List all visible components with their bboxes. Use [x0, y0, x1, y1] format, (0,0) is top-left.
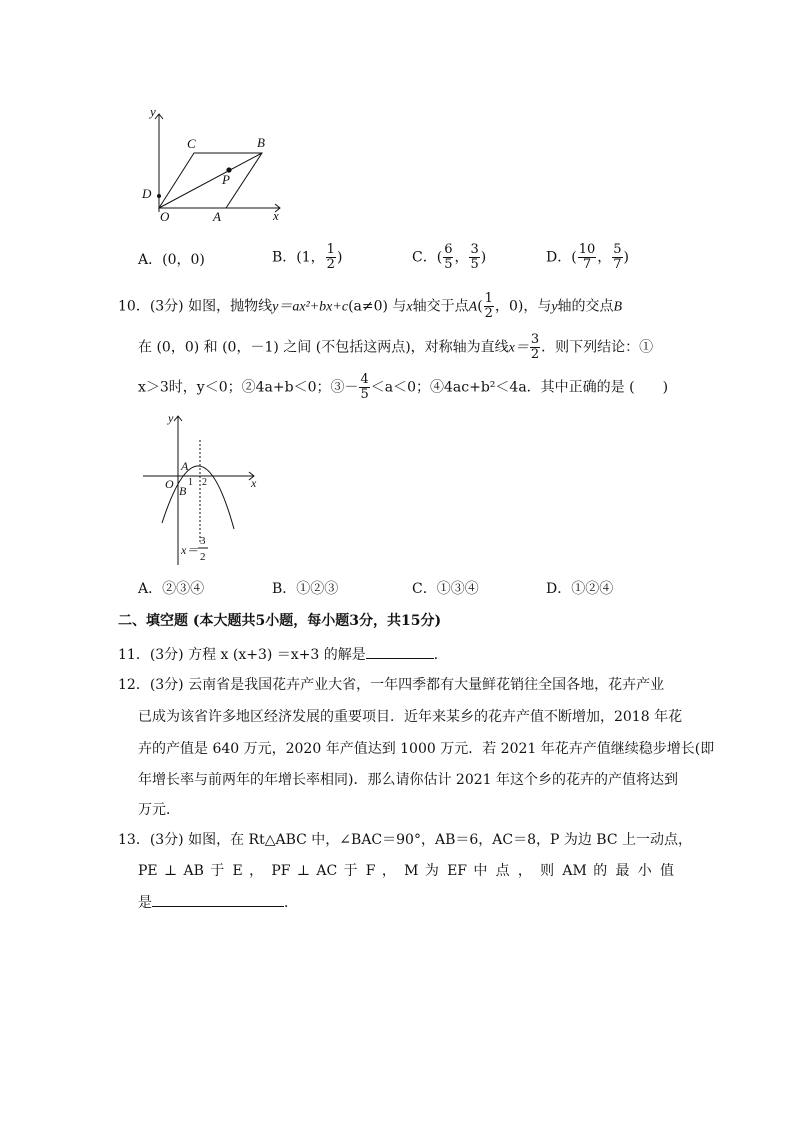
q10-option-d: D．①②④: [546, 581, 614, 597]
label-y: y: [150, 104, 156, 119]
q10-line-3: x＞3时，y＜0；②4a+b＜0；③－ $\frac{4}{5}$ ＜a＜0；④4ac+b²＜4a．其中正确的是 ( ): [138, 372, 669, 402]
q9-option-a: A．(0，0): [138, 252, 205, 268]
figure-parallelogram: [132, 100, 292, 225]
label-x: x: [251, 476, 257, 490]
parabola-curve: [162, 466, 234, 529]
q9-option-b: B．(1， $\frac{1}{2}$ ): [272, 242, 343, 272]
q13-line-1: 13．(3分) 如图，在 Rt△ABC 中，∠BAC＝90°，AB＝6，AC＝8，P 为边 BC 上一动点，: [118, 832, 693, 848]
q13-line-2: PE ⊥ AB 于 E ， PF ⊥ AC 于 F ， M 为 EF 中 点 ， 则 AM 的 最 小 值: [138, 863, 674, 879]
label-C: C: [187, 136, 196, 151]
label-x: x: [273, 208, 279, 223]
label-symmetry-x: x＝: [181, 543, 199, 557]
label-symmetry-den: 2: [200, 551, 206, 563]
q10-option-c: C．①③④: [412, 581, 479, 597]
label-A: A: [213, 209, 221, 224]
label-P: P: [222, 172, 230, 187]
q13-line-3: 是 ．: [138, 892, 298, 913]
q12-line-5: 万元．: [138, 802, 180, 818]
q10-line-2: 在 (0，0) 和 (0，－1) 之间 (不包括这两点)，对称轴为直线x＝ $\frac{3}{2}$ ．则下列结论：①: [138, 332, 654, 362]
q9-option-d: D．( $\frac{10}{7}$ ， $\frac{5}{7}$ ): [546, 242, 629, 272]
label-D: D: [142, 186, 152, 201]
q9-option-c: C．( $\frac{6}{5}$ ， $\frac{3}{5}$ ): [412, 242, 487, 272]
tick-1: 1: [188, 477, 193, 488]
q10-option-b: B．①②③: [272, 581, 339, 597]
q12-line-1: 12．(3分) 云南省是我国花卉产业大省，一年四季都有大量鲜花销往全国各地，花卉产业: [118, 677, 665, 693]
q12-line-4: 年增长率与前两年的年增长率相同)．那么请你估计 2021 年这个乡的花卉的产值将达到: [138, 772, 678, 788]
label-y: y: [168, 411, 174, 425]
label-B: B: [257, 135, 265, 150]
q10-option-a: A．②③④: [138, 581, 205, 597]
answer-blank[interactable]: [366, 644, 434, 659]
q12-line-2: 已成为该省许多地区经济发展的重要项目．近年来某乡的花卉产值不断增加，2018 年花: [138, 709, 683, 725]
label-O: O: [165, 477, 174, 491]
label-O: O: [160, 209, 170, 224]
label-B: B: [179, 484, 187, 498]
q12-line-3: 卉的产值是 640 万元，2020 年产值达到 1000 万元．若 2021 年花卉产值继续稳步增长(即: [138, 741, 715, 757]
section-heading: 二、填空题 (本大题共5小题，每小题3分，共15分): [118, 613, 442, 629]
q11: 11．(3分) 方程 x (x+3) ＝x+3 的解是 ．: [118, 644, 448, 665]
q10-line-1: 10．(3分) 如图，抛物线y＝ax²+bx+c(a≠0) 与x轴交于点A( $\frac{1}{2}$ ，0)，与y轴的交点B: [118, 291, 623, 321]
label-symmetry-num: 3: [200, 535, 206, 547]
tick-2: 2: [202, 477, 207, 488]
diagonal-OB: [159, 153, 262, 208]
figure-parabola: [138, 410, 268, 572]
fraction: $\frac{1}{2}$: [326, 242, 335, 272]
answer-blank[interactable]: [152, 892, 284, 907]
label-A: A: [181, 459, 189, 473]
point-D: [157, 194, 161, 198]
